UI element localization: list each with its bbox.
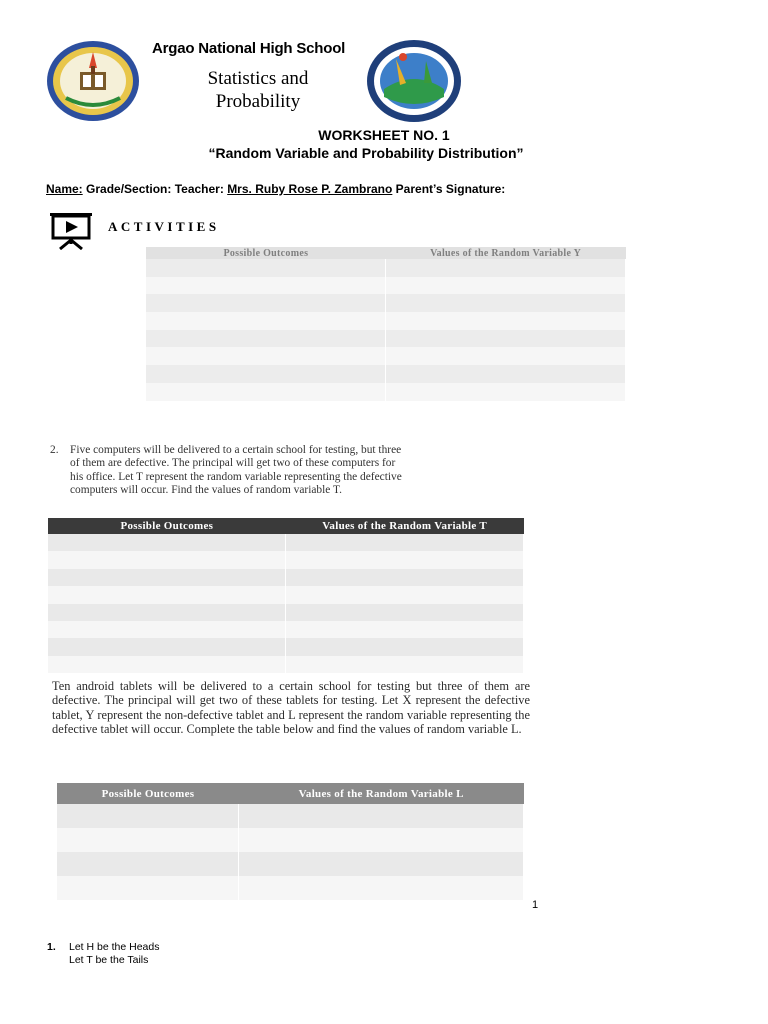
value-cell[interactable] [239, 804, 524, 828]
table-row [146, 312, 626, 330]
value-cell[interactable] [386, 294, 626, 312]
table-row [57, 828, 524, 852]
value-cell[interactable] [386, 312, 626, 330]
table-row [48, 638, 524, 655]
table-header-row [48, 518, 524, 534]
table-row [146, 294, 626, 312]
parent-signature-label: Parent’s Signature: [392, 182, 506, 196]
value-cell[interactable] [239, 876, 524, 900]
value-cell[interactable] [386, 330, 626, 348]
problem-2-line-1: Five computers will be delivered to a certain school for testing, but three [70, 444, 402, 456]
value-cell[interactable] [386, 347, 626, 365]
table-row [57, 852, 524, 876]
table-row [48, 604, 524, 621]
value-cell[interactable] [386, 383, 626, 401]
column-header-possible-outcomes: Possible Outcomes [57, 783, 239, 804]
outcome-cell[interactable] [48, 551, 286, 568]
activities-heading: ACTIVITIES [108, 219, 220, 234]
value-cell[interactable] [386, 259, 626, 277]
problem-2-line-3: his office. Let T represent the random variable representing the defective [70, 470, 402, 483]
outcome-cell[interactable] [57, 828, 239, 852]
value-cell[interactable] [286, 569, 524, 586]
table-row [146, 383, 626, 401]
table-row [48, 656, 524, 673]
outcome-cell[interactable] [146, 383, 386, 401]
value-cell[interactable] [239, 828, 524, 852]
table-row [57, 804, 524, 828]
value-cell[interactable] [286, 534, 524, 551]
table-row [146, 365, 626, 383]
column-header-possible-outcomes: Possible Outcomes [48, 518, 286, 534]
table-row [146, 347, 626, 365]
table-row [48, 569, 524, 586]
subject-title [193, 67, 323, 113]
table-row [48, 534, 524, 551]
outcome-cell[interactable] [146, 259, 386, 277]
problem-2-text [50, 444, 520, 498]
table-row [48, 621, 524, 638]
outcome-cell[interactable] [48, 534, 286, 551]
column-header-possible-outcomes: Possible Outcomes [146, 247, 386, 259]
outcome-cell[interactable] [146, 365, 386, 383]
page-number: 1 [532, 899, 539, 911]
list-item-line-2: Let T be the Tails [69, 954, 149, 966]
outcome-cell[interactable] [57, 876, 239, 900]
outcome-cell[interactable] [146, 277, 386, 295]
table-row [57, 876, 524, 900]
outcome-cell[interactable] [146, 347, 386, 365]
column-header-values-l: Values of the Random Variable L [239, 783, 524, 804]
outcome-cell[interactable] [146, 294, 386, 312]
outcome-cell[interactable] [48, 638, 286, 655]
grade-section-label: Grade/Section: [82, 182, 172, 196]
value-cell[interactable] [386, 277, 626, 295]
table-row [146, 259, 626, 277]
numbered-list [47, 941, 159, 967]
school-seal-icon [46, 40, 140, 122]
student-info-line [46, 182, 505, 196]
value-cell[interactable] [386, 365, 626, 383]
outcome-cell[interactable] [146, 312, 386, 330]
value-cell[interactable] [286, 551, 524, 568]
table-row [146, 330, 626, 348]
outcome-cell[interactable] [48, 586, 286, 603]
presentation-board-icon [48, 210, 94, 250]
deped-division-seal-icon [366, 39, 462, 123]
value-cell[interactable] [286, 621, 524, 638]
column-header-values-t: Values of the Random Variable T [286, 518, 524, 534]
name-label: Name: [46, 182, 83, 196]
table-row [48, 586, 524, 603]
teacher-label: Teacher: [171, 182, 228, 196]
table-random-variable-l [57, 783, 524, 900]
school-name: Argao National High School [152, 40, 346, 57]
problem-3-text: Ten android tablets will be delivered to a certain school for testing but three of them are defective. The principal will get two of these tablets for testing. Let X represent the defective tablet, Y represent the non-defective tablet and L represent the random variable representing the defective tablet will occur. Complete the table below and find the values of random variable L. [52, 679, 530, 736]
value-cell[interactable] [286, 604, 524, 621]
value-cell[interactable] [286, 638, 524, 655]
teacher-name: Mrs. Ruby Rose P. Zambrano [227, 182, 393, 196]
table-random-variable-t [48, 518, 524, 673]
table-row [48, 551, 524, 568]
column-header-values-y: Values of the Random Variable Y [386, 247, 626, 259]
outcome-cell[interactable] [57, 852, 239, 876]
list-item-number: 1. [47, 941, 56, 953]
table-header-row [146, 247, 626, 259]
value-cell[interactable] [239, 852, 524, 876]
outcome-cell[interactable] [48, 604, 286, 621]
worksheet-subtitle: “Random Variable and Probability Distribution” [208, 145, 524, 161]
outcome-cell[interactable] [48, 656, 286, 673]
problem-2-number: 2. [50, 444, 59, 456]
value-cell[interactable] [286, 656, 524, 673]
table-row [146, 277, 626, 295]
outcome-cell[interactable] [48, 569, 286, 586]
list-item [47, 941, 159, 954]
problem-2-line-4: computers will occur. Find the values of random variable T. [70, 484, 342, 497]
table-random-variable-y [146, 247, 626, 401]
list-item-line-1: Let H be the Heads [69, 941, 160, 953]
table-header-row [57, 783, 524, 804]
outcome-cell[interactable] [48, 621, 286, 638]
outcome-cell[interactable] [146, 330, 386, 348]
subject-line-1: Statistics and [207, 68, 309, 89]
problem-2-line-2: of them are defective. The principal will get two of these computers for [70, 457, 396, 470]
subject-line-2: Probability [215, 91, 301, 112]
value-cell[interactable] [286, 586, 524, 603]
worksheet-title: WORKSHEET NO. 1 [318, 127, 450, 143]
outcome-cell[interactable] [57, 804, 239, 828]
